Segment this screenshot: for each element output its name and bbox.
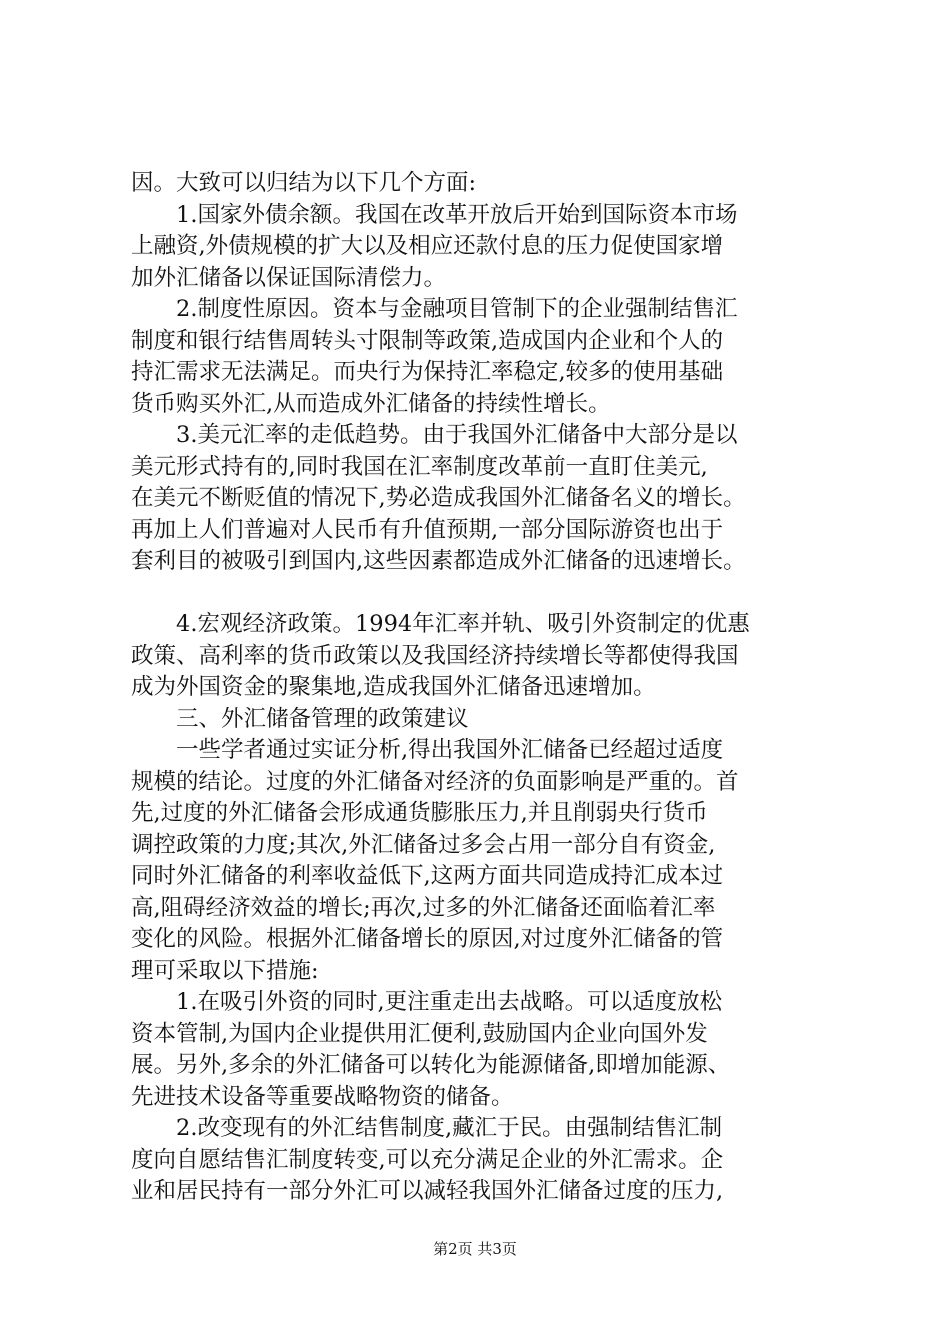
text-line: 制度和银行结售周转头寸限制等政策,造成国内企业和个人的 xyxy=(131,327,724,354)
text-line: 先进技术设备等重要战略物资的储备。 xyxy=(131,1083,514,1110)
paragraph-block-top xyxy=(131,168,827,578)
text-line: 展。另外,多余的外汇储备可以转化为能源储备,即增加能源、 xyxy=(131,1052,731,1078)
text-line: 因。大致可以归结为以下几个方面: xyxy=(131,170,477,196)
paragraph-block-bottom xyxy=(131,609,827,1208)
paragraph-gap xyxy=(131,578,827,610)
text-line: 调控政策的力度;其次,外汇储备过多会占用一部分自有资金, xyxy=(131,831,716,858)
text-line: 2.改变现有的外汇结售制度,藏汇于民。由强制结售汇制 xyxy=(176,1115,723,1141)
document-body xyxy=(131,168,827,1208)
text-line: 再加上人们普遍对人民币有升值预期,一部分国际游资也出于 xyxy=(131,516,724,543)
text-line: 3.美元汇率的走低趋势。由于我国外汇储备中大部分是以 xyxy=(176,422,738,448)
text-line: 高,阻碍经济效益的增长;再次,过多的外汇储备还面临着汇率 xyxy=(131,894,716,921)
text-line: 三、外汇储备管理的政策建议 xyxy=(176,705,469,732)
text-line: 2.制度性原因。资本与金融项目管制下的企业强制结售汇 xyxy=(176,296,738,322)
page-footer: 第2页 共3页 xyxy=(433,1240,517,1258)
text-line: 同时外汇储备的利率收益低下,这两方面共同造成持汇成本过 xyxy=(131,863,724,889)
text-line: 美元形式持有的,同时我国在汇率制度改革前一直盯住美元, xyxy=(131,453,708,480)
text-line: 上融资,外债规模的扩大以及相应还款付息的压力促使国家增 xyxy=(131,233,724,259)
text-line: 套利目的被吸引到国内,这些因素都造成外汇储备的迅速增长。 xyxy=(131,548,746,574)
text-line: 度向自愿结售汇制度转变,可以充分满足企业的外汇需求。企 xyxy=(131,1146,724,1173)
text-line: 成为外国资金的聚集地,造成我国外汇储备迅速增加。 xyxy=(131,674,656,700)
text-line: 货币购买外汇,从而造成外汇储备的持续性增长。 xyxy=(131,390,611,417)
text-line: 4.宏观经济政策。1994年汇率并轨、吸引外资制定的优惠 xyxy=(176,611,750,637)
text-line: 规模的结论。过度的外汇储备对经济的负面影响是严重的。首 xyxy=(131,768,739,795)
text-line: 在美元不断贬值的情况下,势必造成我国外汇储备名义的增长。 xyxy=(131,485,746,511)
text-line: 资本管制,为国内企业提供用汇便利,鼓励国内企业向国外发 xyxy=(131,1020,708,1047)
text-line: 先,过度的外汇储备会形成通货膨胀压力,并且削弱央行货币 xyxy=(131,800,708,826)
text-line: 一些学者通过实证分析,得出我国外汇储备已经超过适度 xyxy=(176,737,724,763)
text-line: 加外汇储备以保证国际清偿力。 xyxy=(131,264,447,291)
text-line: 变化的风险。根据外汇储备增长的原因,对过度外汇储备的管 xyxy=(131,926,724,952)
text-line: 1.国家外债余额。我国在改革开放后开始到国际资本市场 xyxy=(176,201,738,228)
text-line: 1.在吸引外资的同时,更注重走出去战略。可以适度放松 xyxy=(176,989,723,1015)
text-line: 业和居民持有一部分外汇可以减轻我国外汇储备过度的压力, xyxy=(131,1178,724,1204)
text-line: 政策、高利率的货币政策以及我国经济持续增长等都使得我国 xyxy=(131,642,739,669)
text-line: 理可采取以下措施: xyxy=(131,957,319,984)
text-line: 持汇需求无法满足。而央行为保持汇率稳定,较多的使用基础 xyxy=(131,359,724,385)
